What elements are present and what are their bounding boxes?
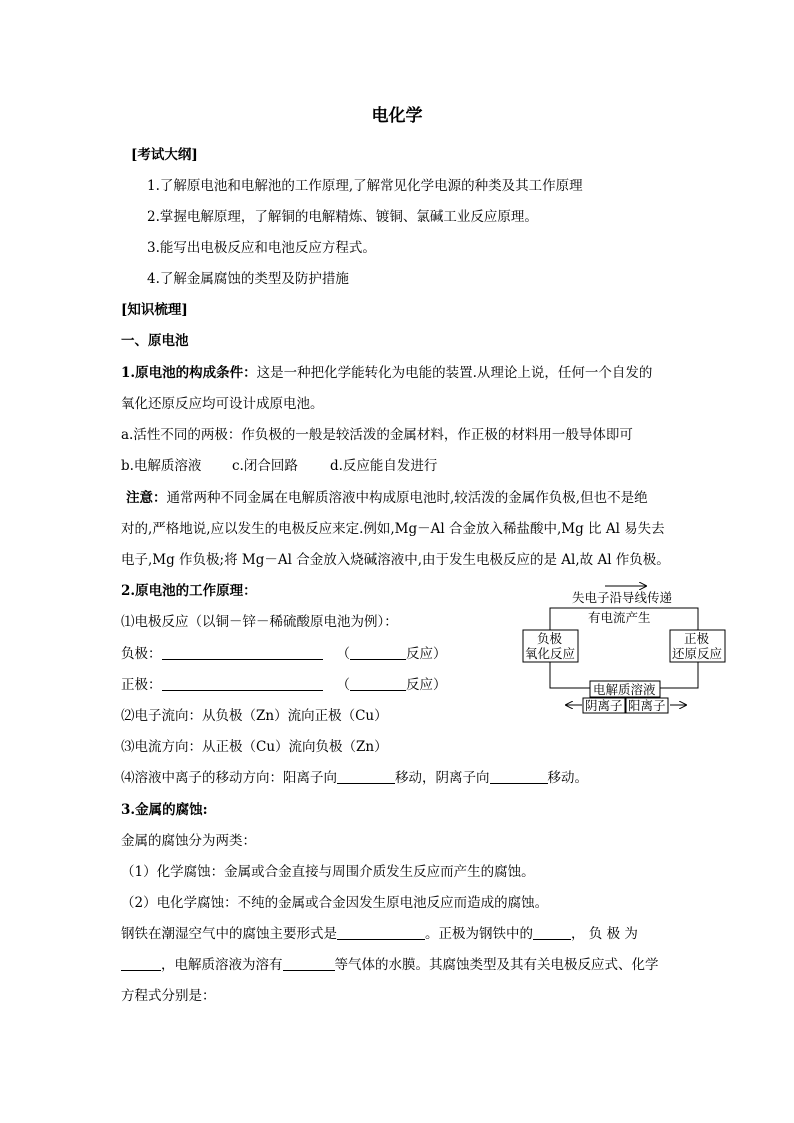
cathode-blank[interactable] — [533, 925, 571, 940]
positive-reaction-blank[interactable] — [162, 676, 323, 691]
steel-corrosion-row — [121, 925, 638, 943]
positive-electrode-row — [121, 676, 447, 694]
condition-b: b.电解质溶液 — [121, 458, 202, 474]
knowledge-heading: [知识梳理] — [121, 302, 188, 318]
note-label: 注意： — [126, 490, 167, 506]
page-title: 电化学 — [371, 106, 423, 126]
outline-item: 4.了解金属腐蚀的类型及防护措施 — [147, 271, 349, 287]
condition-c: c.闭合回路 — [232, 458, 298, 474]
paragraph-text: 金属的腐蚀分为两类： — [121, 833, 256, 849]
galvanic-cell-diagram — [520, 578, 730, 718]
condition-d: d.反应能自发进行 — [330, 458, 438, 474]
section-title: 一、原电池 — [121, 333, 189, 349]
outline-item: 2.掌握电解原理，了解铜的电解精炼、镀铜、氯碱工业反应原理。 — [147, 209, 538, 225]
outline-heading: [考试大纲] — [131, 147, 198, 163]
negative-reaction-blank[interactable] — [162, 645, 323, 660]
ion-movement — [121, 769, 588, 787]
anode-blank[interactable] — [121, 956, 161, 971]
electron-flow: ⑵电子流向：从负极（Zn）流向正极（Cu） — [121, 708, 388, 724]
negative-electrode-row — [121, 645, 447, 663]
paren-close: 反应） — [406, 646, 447, 662]
cation-blank[interactable] — [337, 769, 395, 784]
paren-close: 反应） — [406, 677, 447, 693]
outline-item: 1.了解原电池和电解池的工作原理,了解常见化学电源的种类及其工作原理 — [147, 178, 583, 194]
electrochemical-corrosion: （2）电化学腐蚀：不纯的金属或合金因发生原电池反应而造成的腐蚀。 — [121, 895, 549, 911]
paragraph-text: 方程式分别是： — [121, 988, 216, 1004]
subsection-title: 2.原电池的工作原理： — [121, 583, 257, 599]
chemical-corrosion: （1）化学腐蚀：金属或合金直接与周围介质发生反应而产生的腐蚀。 — [121, 864, 535, 880]
note-text: 通常两种不同金属在电解质溶液中构成原电池时,较活泼的金属作负极,但也不是绝 — [166, 490, 648, 506]
gas-blank[interactable] — [283, 956, 335, 971]
positive-type-blank[interactable] — [350, 676, 406, 691]
electron-transfer-label: 失电子沿导线传递 — [572, 590, 673, 605]
negative-box-reaction: 氧化反应 — [525, 646, 576, 661]
corrosion-form-blank[interactable] — [337, 925, 425, 940]
current-direction: ⑶电流方向：从正极（Cu）流向负极（Zn） — [121, 739, 388, 755]
paragraph-text: ⑴电极反应（以铜－锌－稀硫酸原电池为例）： — [121, 614, 398, 630]
electrolyte-label: 电解质溶液 — [593, 682, 656, 697]
current-label: 有电流产生 — [588, 610, 651, 625]
condition-a: a.活性不同的两极：作负极的一般是较活泼的金属材料，作正极的材料用一般导体即可 — [121, 427, 633, 443]
steel-text: ， 负 极 为 — [571, 926, 638, 942]
ion-text: ⑷溶液中离子的移动方向：阳离子向 — [121, 770, 337, 786]
anion-blank[interactable] — [490, 769, 548, 784]
paragraph-text: 氧化还原反应均可设计成原电池。 — [121, 396, 324, 412]
positive-label: 正极： — [121, 677, 162, 693]
steel-corrosion-row-2 — [121, 956, 659, 974]
note-text: 对的,严格地说,应以发生的电极反应来定.例如,Mg－Al 合金放入稀盐酸中,Mg 比 Al 易失去 — [121, 521, 665, 537]
paragraph-text: 这是一种把化学能转化为电能的装置.从理论上说，任何一个自发的 — [256, 365, 653, 381]
outline-item: 3.能写出电极反应和电池反应方程式。 — [147, 240, 376, 256]
ion-text: 移动，阴离子向 — [395, 770, 490, 786]
positive-box-label: 正极 — [684, 631, 710, 646]
negative-label: 负极： — [121, 646, 162, 662]
steel-text: ，电解质溶液为溶有 — [161, 957, 283, 973]
ion-text: 移动。 — [547, 770, 588, 786]
steel-text: 。正极为钢铁中的 — [425, 926, 533, 942]
subsection-title: 3.金属的腐蚀: — [121, 802, 208, 818]
steel-text: 钢铁在潮湿空气中的腐蚀主要形式是 — [121, 926, 337, 942]
paren-open: （ — [336, 646, 350, 662]
cation-label: 阳离子 — [628, 698, 666, 713]
subsection-title: 1.原电池的构成条件： — [121, 365, 257, 381]
negative-box-label: 负极 — [537, 631, 563, 646]
negative-type-blank[interactable] — [350, 645, 406, 660]
steel-text: 等气体的水膜。其腐蚀类型及其有关电极反应式、化学 — [334, 957, 659, 973]
anion-label: 阴离子 — [585, 698, 623, 713]
paren-open: （ — [336, 677, 350, 693]
paragraph — [121, 364, 652, 382]
positive-box-reaction: 还原反应 — [672, 646, 723, 661]
note-text: 电子,Mg 作负极;将 Mg－Al 合金放入烧碱溶液中,由于发生电极反应的是 Al,故 Al 作负极。 — [121, 552, 670, 568]
note — [126, 489, 648, 507]
